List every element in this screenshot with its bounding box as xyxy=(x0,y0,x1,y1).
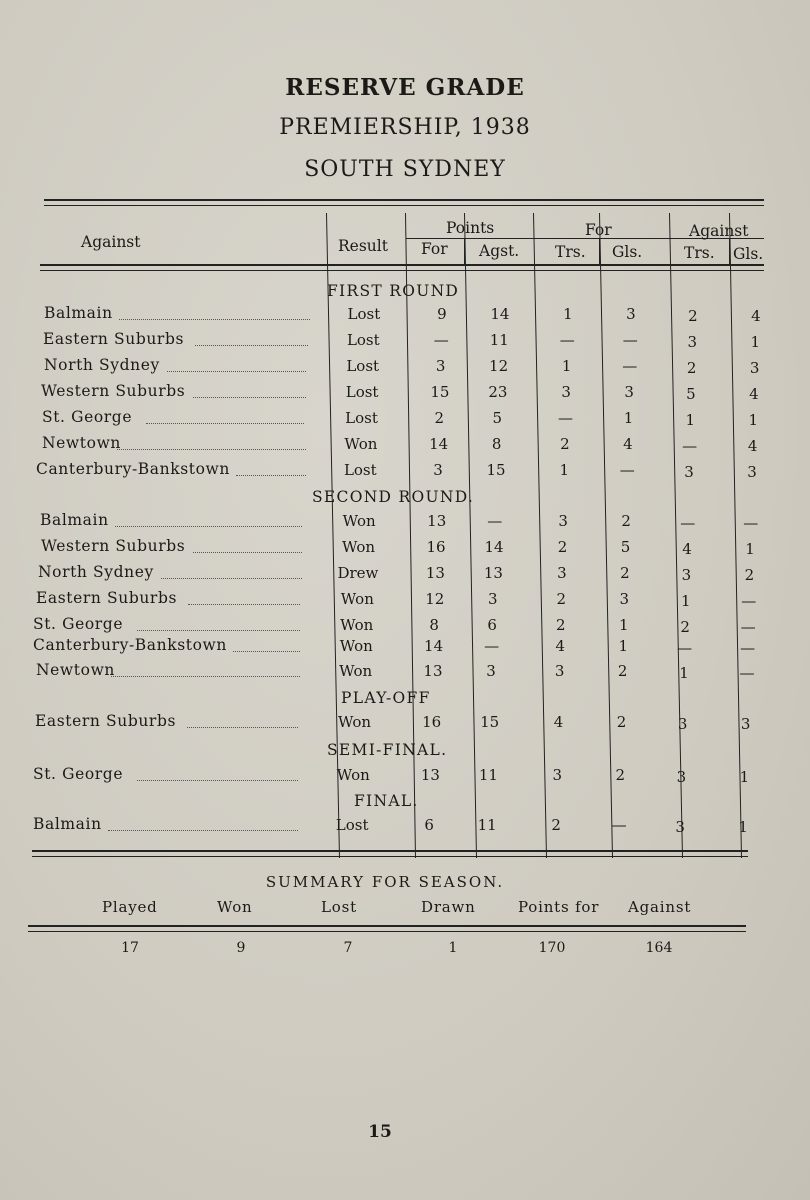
for-goals-cell: 1 xyxy=(618,616,629,634)
team-name: Balmain xyxy=(40,511,109,529)
header-for-gls: Gls. xyxy=(612,243,643,261)
summary-value: 7 xyxy=(343,940,353,956)
points-against-cell: 15 xyxy=(480,713,500,731)
points-for-cell: 14 xyxy=(424,637,444,655)
leader-dots xyxy=(187,727,298,728)
points-for-cell: 13 xyxy=(423,662,443,680)
points-for-cell: 3 xyxy=(433,461,443,479)
result-cell: Lost xyxy=(345,383,379,401)
result-cell: Lost xyxy=(346,357,380,375)
against-goals-cell: 3 xyxy=(747,463,757,481)
for-goals-cell: 2 xyxy=(617,662,628,680)
summary-header: Against xyxy=(628,898,692,916)
for-tries-cell: 3 xyxy=(561,383,571,401)
table-top-rule xyxy=(44,199,764,201)
for-goals-cell: 3 xyxy=(624,383,634,401)
against-goals-cell: 4 xyxy=(747,437,758,455)
leader-dots xyxy=(117,449,306,450)
points-for-cell: 16 xyxy=(426,538,446,556)
column-rule xyxy=(405,213,416,858)
against-tries-cell: — xyxy=(677,639,693,657)
for-goals-cell: 2 xyxy=(621,512,631,530)
for-goals-cell: 3 xyxy=(619,590,630,608)
for-goals-cell: — xyxy=(619,461,635,479)
summary-value: 9 xyxy=(236,940,246,956)
leader-dots xyxy=(146,423,304,424)
for-goals-cell: 2 xyxy=(615,766,626,784)
header-points-for: For xyxy=(421,240,448,258)
summary-header: Points for xyxy=(518,898,600,916)
summary-title: SUMMARY FOR SEASON. xyxy=(265,873,505,891)
points-against-cell: 11 xyxy=(477,816,497,834)
against-tries-cell: 3 xyxy=(681,566,692,584)
result-cell: Won xyxy=(341,538,376,556)
against-goals-cell: 4 xyxy=(749,385,759,403)
points-against-cell: 5 xyxy=(492,409,503,427)
against-tries-cell: 5 xyxy=(686,385,696,403)
round-label: SECOND ROUND. xyxy=(312,488,475,506)
team-name: Eastern Suburbs xyxy=(35,712,177,730)
team-name: North Sydney xyxy=(38,563,154,581)
result-cell: Drew xyxy=(337,564,379,582)
leader-dots xyxy=(167,371,306,372)
result-cell: Lost xyxy=(335,816,369,834)
against-tries-cell: 4 xyxy=(682,540,692,558)
subcolumn-rule xyxy=(729,238,730,265)
against-goals-cell: — xyxy=(740,639,756,657)
points-against-cell: 8 xyxy=(491,435,502,453)
for-tries-cell: 4 xyxy=(553,713,564,731)
points-against-cell: 3 xyxy=(486,662,496,680)
summary-rule-inner xyxy=(28,931,746,932)
against-goals-cell: 1 xyxy=(750,333,761,351)
points-against-cell: — xyxy=(487,512,503,530)
column-rule xyxy=(669,213,683,858)
summary-header: Drawn xyxy=(421,898,476,916)
against-goals-cell: — xyxy=(743,514,759,532)
points-against-cell: 14 xyxy=(490,305,510,323)
points-for-cell: 13 xyxy=(420,766,440,784)
subcolumn-rule xyxy=(599,238,600,265)
leader-dots xyxy=(137,780,298,781)
points-for-cell: 3 xyxy=(435,357,446,375)
result-cell: Lost xyxy=(345,409,378,427)
against-tries-cell: 3 xyxy=(676,768,687,786)
summary-header: Won xyxy=(217,898,253,916)
team-name: St. George xyxy=(42,408,133,426)
team-name: St. George xyxy=(33,765,124,783)
table-bottom-rule-inner xyxy=(32,856,748,857)
result-cell: Lost xyxy=(347,305,381,323)
for-goals-cell: 5 xyxy=(620,538,631,556)
for-goals-cell: 2 xyxy=(620,564,630,582)
against-tries-cell: 3 xyxy=(684,463,694,481)
team-name: Eastern Suburbs xyxy=(43,330,185,348)
round-label: SEMI-FINAL. xyxy=(327,741,448,759)
for-tries-cell: 1 xyxy=(559,461,570,479)
points-for-cell: 13 xyxy=(427,512,447,530)
points-against-cell: 12 xyxy=(489,357,509,375)
points-against-cell: 13 xyxy=(483,564,503,582)
subcolumn-rule xyxy=(464,238,465,265)
team-name: Eastern Suburbs xyxy=(36,589,178,607)
result-cell: Won xyxy=(340,616,374,634)
points-against-cell: 11 xyxy=(489,331,509,349)
summary-value: 170 xyxy=(538,940,566,956)
against-goals-cell: 1 xyxy=(738,818,748,836)
header-for-trs: Trs. xyxy=(555,243,586,261)
points-against-cell: 6 xyxy=(487,616,497,634)
points-for-cell: — xyxy=(433,331,449,349)
header-for: For xyxy=(585,221,612,239)
team-name: Newtown xyxy=(42,434,122,452)
column-rule xyxy=(533,213,547,858)
points-against-cell: 3 xyxy=(487,590,498,608)
result-cell: Won xyxy=(337,713,372,731)
round-label: FIRST ROUND xyxy=(327,282,460,300)
against-tries-cell: — xyxy=(680,514,696,532)
for-tries-cell: 3 xyxy=(554,662,565,680)
result-cell: Won xyxy=(340,590,374,608)
points-for-cell: 15 xyxy=(430,383,450,401)
team-name: Canterbury-Bankstown xyxy=(33,636,227,654)
team-name: Western Suburbs xyxy=(41,537,186,555)
for-tries-cell: 4 xyxy=(555,637,566,655)
column-rule xyxy=(599,213,613,858)
team-name: Balmain xyxy=(44,304,113,322)
team-name: Balmain xyxy=(33,815,102,833)
header-against-trs: Trs. xyxy=(684,244,715,262)
points-against-cell: 14 xyxy=(484,538,504,556)
leader-dots xyxy=(236,475,306,476)
table-bottom-rule xyxy=(32,850,748,852)
page-number: 15 xyxy=(368,1122,392,1142)
points-for-cell: 9 xyxy=(437,305,447,323)
for-goals-cell: 3 xyxy=(626,305,636,323)
against-goals-cell: — xyxy=(741,592,757,610)
header-points-agst: Agst. xyxy=(479,242,520,260)
points-for-cell: 8 xyxy=(429,616,439,634)
header-against: Against xyxy=(81,233,141,251)
against-goals-cell: 1 xyxy=(748,411,759,429)
leader-dots xyxy=(115,526,302,527)
against-goals-cell: 3 xyxy=(740,715,751,733)
leader-dots xyxy=(161,578,302,579)
header-result: Result xyxy=(338,237,388,255)
column-rule xyxy=(729,213,742,858)
leader-dots xyxy=(119,319,310,320)
for-tries-cell: 1 xyxy=(561,357,572,375)
against-goals-cell: 1 xyxy=(739,768,750,786)
team-name: Canterbury-Bankstown xyxy=(36,460,230,478)
result-cell: Won xyxy=(336,766,370,784)
for-tries-cell: 3 xyxy=(558,512,568,530)
result-cell: Won xyxy=(339,637,373,655)
for-goals-cell: — xyxy=(622,331,638,349)
points-for-cell: 2 xyxy=(434,409,445,427)
for-goals-cell: 4 xyxy=(623,435,633,453)
column-rule xyxy=(464,213,477,858)
result-cell: Lost xyxy=(346,331,380,349)
summary-value: 1 xyxy=(448,940,458,956)
points-against-cell: 11 xyxy=(478,766,498,784)
for-tries-cell: 1 xyxy=(563,305,573,323)
for-tries-cell: 2 xyxy=(551,816,561,834)
result-cell: Won xyxy=(339,662,373,680)
team-name: Newtown xyxy=(36,661,116,679)
against-goals-cell: 2 xyxy=(744,566,755,584)
title-premiership: PREMIERSHIP, 1938 xyxy=(279,115,531,140)
points-for-cell: 14 xyxy=(429,435,449,453)
against-tries-cell: 2 xyxy=(686,359,697,377)
for-tries-cell: 2 xyxy=(555,616,566,634)
for-tries-cell: 2 xyxy=(556,590,567,608)
leader-dots xyxy=(108,830,298,831)
against-tries-cell: 2 xyxy=(680,618,690,636)
summary-value: 17 xyxy=(121,940,139,956)
team-name: North Sydney xyxy=(44,356,160,374)
table-top-rule-inner xyxy=(44,205,764,206)
against-tries-cell: 3 xyxy=(677,715,688,733)
points-against-cell: — xyxy=(484,637,500,655)
against-tries-cell: 2 xyxy=(688,307,698,325)
result-cell: Won xyxy=(344,435,378,453)
header-rule xyxy=(40,264,764,266)
against-goals-cell: — xyxy=(739,664,755,682)
round-label: FINAL. xyxy=(354,792,419,810)
points-for-cell: 13 xyxy=(425,564,445,582)
against-goals-cell: — xyxy=(740,618,756,636)
header-points: Points xyxy=(446,219,495,237)
summary-header: Played xyxy=(102,898,158,916)
against-tries-cell: 3 xyxy=(687,333,698,351)
points-for-cell: 6 xyxy=(424,816,434,834)
summary-value: 164 xyxy=(645,940,673,956)
team-name: St. George xyxy=(33,615,124,633)
against-goals-cell: 4 xyxy=(751,307,761,325)
for-tries-cell: 2 xyxy=(560,435,570,453)
leader-dots xyxy=(233,651,300,652)
against-goals-cell: 3 xyxy=(749,359,760,377)
title-club: SOUTH SYDNEY xyxy=(304,157,506,182)
against-tries-cell: 1 xyxy=(685,411,696,429)
points-for-cell: 12 xyxy=(425,590,445,608)
for-tries-cell: 3 xyxy=(557,564,567,582)
leader-dots xyxy=(193,552,302,553)
summary-header: Lost xyxy=(321,898,357,916)
result-cell: Lost xyxy=(343,461,377,479)
against-tries-cell: 1 xyxy=(680,592,691,610)
for-tries-cell: — xyxy=(558,409,573,427)
for-tries-cell: — xyxy=(559,331,575,349)
column-rule xyxy=(326,213,340,858)
leader-dots xyxy=(193,397,306,398)
for-goals-cell: 2 xyxy=(616,713,627,731)
points-against-cell: 15 xyxy=(486,461,506,479)
against-goals-cell: 1 xyxy=(745,540,755,558)
for-tries-cell: 2 xyxy=(557,538,568,556)
for-tries-cell: 3 xyxy=(552,766,563,784)
header-rule-inner xyxy=(40,270,764,271)
round-label: PLAY-OFF xyxy=(341,689,431,707)
for-goals-cell: — xyxy=(611,816,627,834)
header-against-group: Against xyxy=(689,222,749,240)
leader-dots xyxy=(195,345,308,346)
summary-rule xyxy=(28,925,746,927)
against-tries-cell: 1 xyxy=(679,664,689,682)
for-goals-cell: 1 xyxy=(623,409,634,427)
header-against-gls: Gls. xyxy=(733,245,764,263)
for-goals-cell: — xyxy=(622,357,638,375)
for-goals-cell: 1 xyxy=(618,637,629,655)
title-grade: RESERVE GRADE xyxy=(285,74,525,101)
leader-dots xyxy=(137,630,300,631)
result-cell: Won xyxy=(342,512,376,530)
leader-dots xyxy=(111,676,300,677)
team-name: Western Suburbs xyxy=(41,382,186,400)
against-tries-cell: 3 xyxy=(675,818,685,836)
points-for-cell: 16 xyxy=(422,713,442,731)
against-tries-cell: — xyxy=(682,437,698,455)
leader-dots xyxy=(188,604,300,605)
points-against-cell: 23 xyxy=(488,383,508,401)
